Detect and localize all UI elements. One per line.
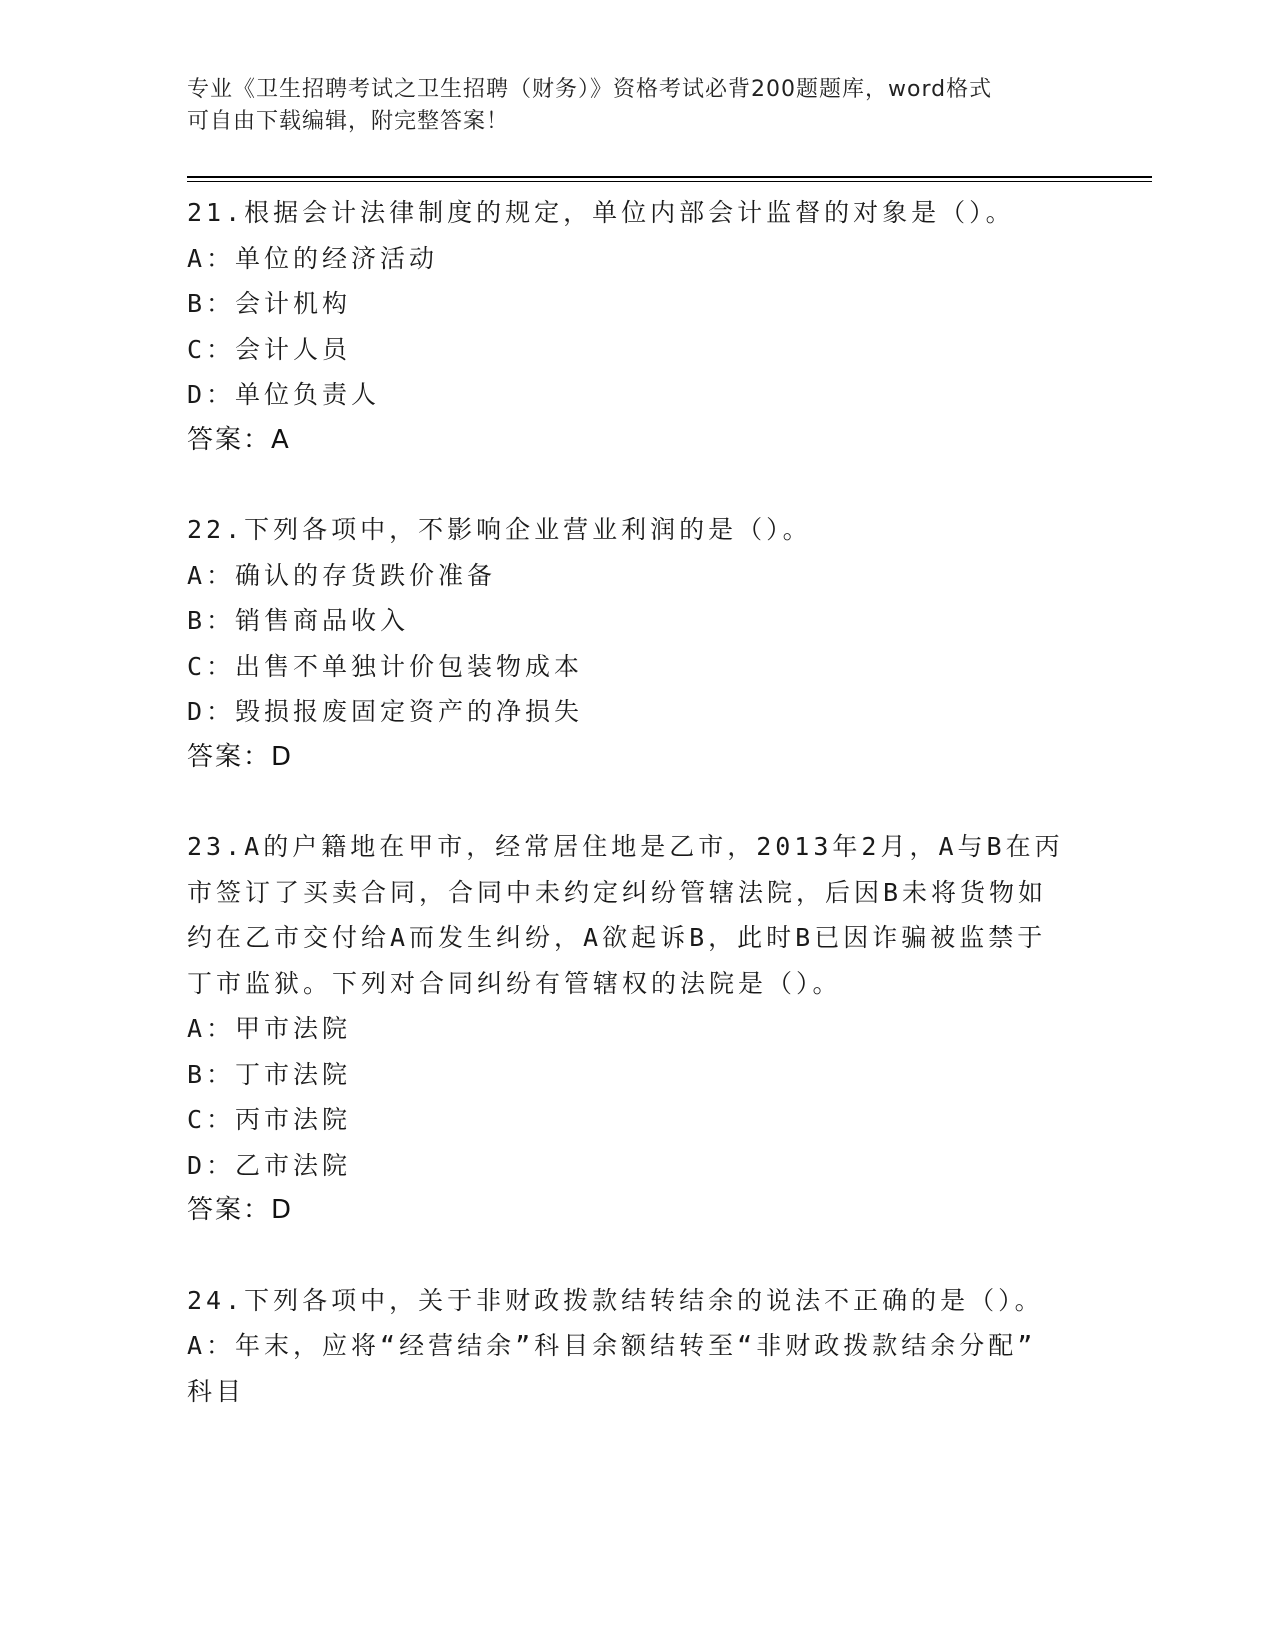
option-a: A：甲市法院 <box>187 1014 352 1043</box>
header-divider-thin <box>187 181 1152 182</box>
option-c: C：出售不单独计价包装物成本 <box>187 651 584 681</box>
question-21 <box>187 190 1087 463</box>
answer-line: 答案：A <box>187 424 291 455</box>
question-22 <box>187 507 1087 780</box>
question-stem: 24.下列各项中，关于非财政拨款结转结余的说法不正确的是（）。 <box>187 1285 1044 1315</box>
answer-line: 答案：D <box>187 1195 294 1225</box>
header-line-1: 专业《卫生招聘考试之卫生招聘（财务）》资格考试必背200题题库，word格式 <box>187 77 993 102</box>
option-a: A：年末，应将“经营结余”科目余额结转至“非财政拨款结余分配” <box>187 1331 1037 1360</box>
option-b: B：丁市法院 <box>187 1059 352 1089</box>
option-d: D：单位负责人 <box>187 380 381 409</box>
option-b: B：会计机构 <box>187 289 352 318</box>
header-divider-thick <box>187 176 1152 178</box>
question-stem-line-3: 约在乙市交付给A而发生纠纷，A欲起诉B，此时B已因诈骗被监禁于 <box>187 923 1047 952</box>
option-a-continued: 科目 <box>187 1376 246 1406</box>
question-stem: 22.下列各项中，不影响企业营业利润的是（）。 <box>187 515 812 544</box>
option-c: C：丙市法院 <box>187 1105 352 1134</box>
option-a: A：单位的经济活动 <box>187 243 439 273</box>
document-header <box>187 74 1067 138</box>
question-list <box>187 190 1087 1458</box>
option-c: C：会计人员 <box>187 334 352 364</box>
question-stem-line-2: 市签订了买卖合同，合同中未约定纠纷管辖法院，后因B未将货物如 <box>187 877 1048 907</box>
option-d: D：毁损报废固定资产的净损失 <box>187 697 584 726</box>
option-a: A：确认的存货跌价准备 <box>187 560 497 590</box>
question-stem-line-1: 23.A的户籍地在甲市，经常居住地是乙市，2013年2月，A与B在丙 <box>187 832 1064 861</box>
option-b: B：销售商品收入 <box>187 606 410 635</box>
question-stem: 21.根据会计法律制度的规定，单位内部会计监督的对象是（）。 <box>187 198 1015 227</box>
question-24 <box>187 1278 1087 1415</box>
option-d: D：乙市法院 <box>187 1150 352 1180</box>
question-23 <box>187 824 1087 1234</box>
answer-line: 答案：D <box>187 741 294 772</box>
question-stem-line-4: 丁市监狱。下列对合同纠纷有管辖权的法院是（）。 <box>187 968 842 998</box>
header-line-2: 可自由下载编辑，附完整答案！ <box>187 109 510 134</box>
